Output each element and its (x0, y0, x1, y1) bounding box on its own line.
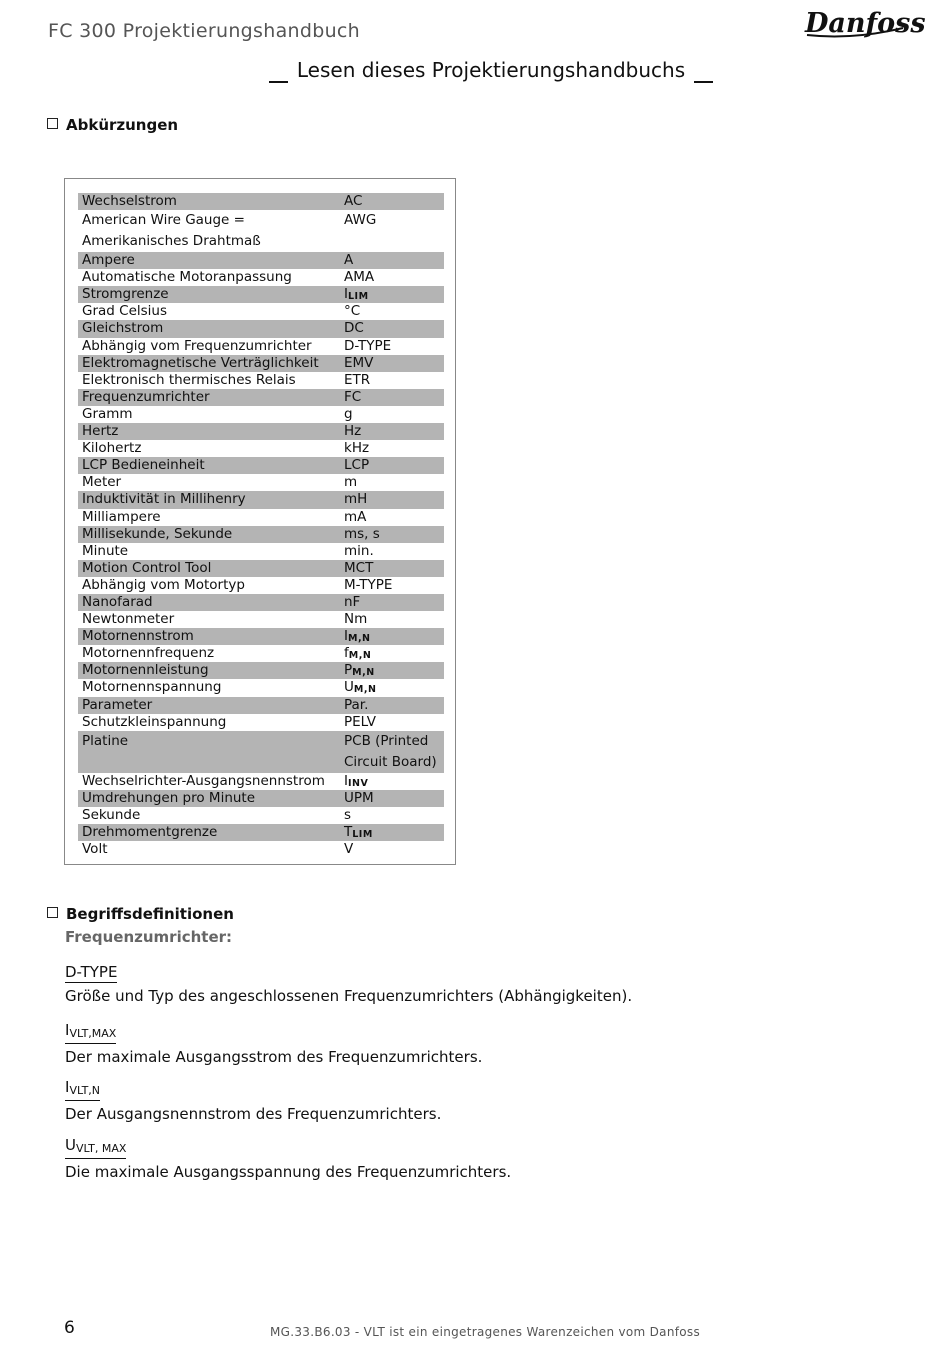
definition-term: IVLT,MAX (65, 1021, 116, 1044)
abbreviation-row (78, 731, 444, 773)
abbreviation-value: fM,N (344, 645, 372, 662)
abbreviation-row (78, 252, 444, 269)
abbreviation-row (78, 714, 444, 731)
abbreviation-value: PELV (344, 713, 376, 730)
abbreviation-row (78, 389, 444, 406)
abbreviation-value: min. (344, 542, 374, 559)
definition-text: Die maximale Ausgangsspannung des Frequenzumrichters. (65, 1163, 512, 1181)
definition-item (65, 963, 632, 1006)
abbreviation-term: Schutzkleinspannung (82, 713, 227, 730)
checkbox-icon (47, 907, 58, 918)
abbreviation-term: Motornennleistung (82, 662, 209, 679)
section-title-text: Lesen dieses Projektierungshandbuchs (296, 58, 686, 82)
abbreviation-value: LCP (344, 457, 370, 474)
definition-text: Der maximale Ausgangsstrom des Frequenzumrichters. (65, 1048, 483, 1066)
abbreviation-value: A (344, 252, 354, 269)
abbreviation-term: Minute (82, 542, 129, 559)
abbreviation-term: Gramm (82, 405, 133, 422)
abbreviation-term: Hertz (82, 423, 119, 440)
abbreviation-term: Volt (82, 841, 108, 858)
abbreviation-row (78, 372, 444, 389)
abbreviation-term: Parameter (82, 696, 153, 713)
abbreviation-value: nF (344, 593, 361, 610)
abbreviation-term: Motornennspannung (82, 679, 222, 696)
abbreviations-heading: Abkürzungen (47, 116, 178, 134)
abbreviation-row (78, 193, 444, 210)
abbreviation-term: Automatische Motoranpassung (82, 269, 292, 286)
definition-item (65, 1021, 482, 1067)
abbreviation-term: Frequenzumrichter (82, 388, 210, 405)
abbreviation-row (78, 773, 444, 790)
abbreviation-row (78, 611, 444, 628)
abbreviation-row (78, 457, 444, 474)
abbreviation-value: ms, s (344, 525, 380, 542)
definition-term: D-TYPE (65, 963, 118, 981)
abbreviation-value: s (344, 806, 352, 823)
abbreviation-term: Ampere (82, 252, 135, 269)
abbreviation-row (78, 543, 444, 560)
abbreviation-term: Abhängig vom Motortyp (82, 576, 245, 593)
abbreviation-value: mH (344, 491, 368, 508)
abbreviation-term: Gleichstrom (82, 320, 164, 337)
abbreviation-row (78, 320, 444, 337)
abbreviation-value: kHz (344, 440, 370, 457)
definition-item (65, 1136, 511, 1182)
abbreviation-term: Motion Control Tool (82, 559, 212, 576)
abbreviation-value: ETR (344, 371, 371, 388)
abbreviation-term: Milliampere (82, 508, 161, 525)
section-title (0, 58, 950, 83)
abbreviation-value: IINV (344, 772, 369, 789)
abbreviation-term: Sekunde (82, 806, 141, 823)
abbreviation-term: Nanofarad (82, 593, 153, 610)
abbreviation-value: Par. (344, 696, 369, 713)
abbreviation-value: mA (344, 508, 367, 525)
abbreviation-term: LCP Bedieneinheit (82, 457, 205, 474)
abbreviation-term: Induktivität in Millihenry (82, 491, 246, 508)
abbreviation-value: TLIM (344, 824, 373, 840)
abbreviation-row (78, 841, 444, 858)
definition-item (65, 1078, 441, 1124)
abbreviation-term: Grad Celsius (82, 303, 168, 320)
abbreviation-term: Drehmomentgrenze (82, 824, 218, 840)
abbreviation-row (78, 338, 444, 355)
definition-term: IVLT,N (65, 1078, 100, 1101)
abbreviation-row (78, 679, 444, 696)
definition-text: Der Ausgangsnennstrom des Frequenzumrichters. (65, 1105, 442, 1123)
abbreviation-row (78, 303, 444, 320)
abbreviation-term: Motornennstrom (82, 628, 194, 645)
abbreviation-term: Kilohertz (82, 440, 142, 457)
abbreviation-term: Newtonmeter (82, 611, 175, 628)
abbreviation-term: Stromgrenze (82, 286, 169, 303)
abbreviation-value: °C (344, 303, 361, 320)
abbreviation-value: AMA (344, 269, 375, 286)
abbreviation-row (78, 824, 444, 841)
footer-text: MG.33.B6.03 - VLT ist ein eingetragenes Warenzeichen vom Danfoss (270, 1325, 701, 1339)
abbreviation-row (78, 560, 444, 577)
abbreviation-value: DC (344, 320, 364, 337)
abbreviation-value: IM,N (344, 628, 371, 645)
abbreviation-term: Umdrehungen pro Minute (82, 789, 256, 806)
abbreviation-value: Nm (344, 611, 368, 628)
definition-term: UVLT, MAX (65, 1136, 126, 1159)
abbreviation-row (78, 210, 444, 252)
svg-text:Danfoss: Danfoss (805, 8, 926, 39)
abbreviation-row (78, 491, 444, 508)
abbreviation-row (78, 594, 444, 611)
danfoss-logo (803, 4, 926, 42)
abbreviation-value: V (344, 841, 354, 858)
abbreviation-term: Wechselrichter-Ausgangsnennstrom (82, 772, 325, 789)
abbreviation-value: EMV (344, 354, 374, 371)
abbreviation-term: Meter (82, 474, 122, 491)
abbreviation-value: D-TYPE (344, 337, 392, 354)
abbreviation-row (78, 697, 444, 714)
abbreviation-row (78, 269, 444, 286)
abbreviation-term: Wechselstrom (82, 193, 177, 209)
abbreviation-value: PCB (Printed Circuit Board) (344, 732, 437, 770)
abbreviation-row (78, 526, 444, 543)
abbreviation-row (78, 790, 444, 807)
abbreviation-term: American Wire Gauge = Amerikanisches Drahtmaß (82, 212, 261, 250)
page-number: 6 (64, 1318, 75, 1338)
definition-text: Größe und Typ des angeschlossenen Frequenzumrichters (Abhängigkeiten). (65, 987, 633, 1005)
abbreviation-term: Abhängig vom Frequenzumrichter (82, 337, 312, 354)
definitions-subheading: Frequenzumrichter: (65, 928, 233, 946)
abbreviation-value: FC (344, 388, 362, 405)
abbreviation-term: Elektromagnetische Verträglichkeit (82, 354, 319, 371)
definitions-heading: Begriffsdefinitionen (47, 905, 234, 923)
abbreviation-value: g (344, 405, 353, 422)
abbreviation-row (78, 807, 444, 824)
abbreviation-value: MCT (344, 559, 374, 576)
abbreviation-value: Hz (344, 423, 362, 440)
abbreviation-value: PM,N (344, 662, 375, 679)
abbreviation-value: UPM (344, 789, 374, 806)
abbreviation-term: Millisekunde, Sekunde (82, 525, 233, 542)
abbreviation-row (78, 440, 444, 457)
abbreviation-value: UM,N (344, 679, 377, 696)
abbreviations-table (78, 193, 444, 858)
abbreviation-row (78, 286, 444, 303)
abbreviation-row (78, 645, 444, 662)
abbreviation-value: ILIM (344, 286, 369, 303)
abbreviation-term: Elektronisch thermisches Relais (82, 371, 296, 388)
title-dash-right (694, 81, 713, 83)
abbreviation-row (78, 474, 444, 491)
abbreviation-term: Motornennfrequenz (82, 645, 215, 662)
abbreviation-row (78, 577, 444, 594)
abbreviation-row (78, 509, 444, 526)
title-dash-left (269, 81, 288, 83)
abbreviation-value: m (344, 474, 358, 491)
document-title: FC 300 Projektierungshandbuch (48, 20, 361, 42)
abbreviation-value: AC (344, 193, 363, 209)
abbreviation-row (78, 662, 444, 679)
abbreviation-value: M-TYPE (344, 576, 393, 593)
checkbox-icon (47, 118, 58, 129)
abbreviation-row (78, 628, 444, 645)
abbreviation-value: AWG (344, 212, 377, 229)
abbreviation-row (78, 406, 444, 423)
abbreviation-row (78, 355, 444, 372)
abbreviation-row (78, 423, 444, 440)
abbreviation-term: Platine (82, 732, 129, 749)
